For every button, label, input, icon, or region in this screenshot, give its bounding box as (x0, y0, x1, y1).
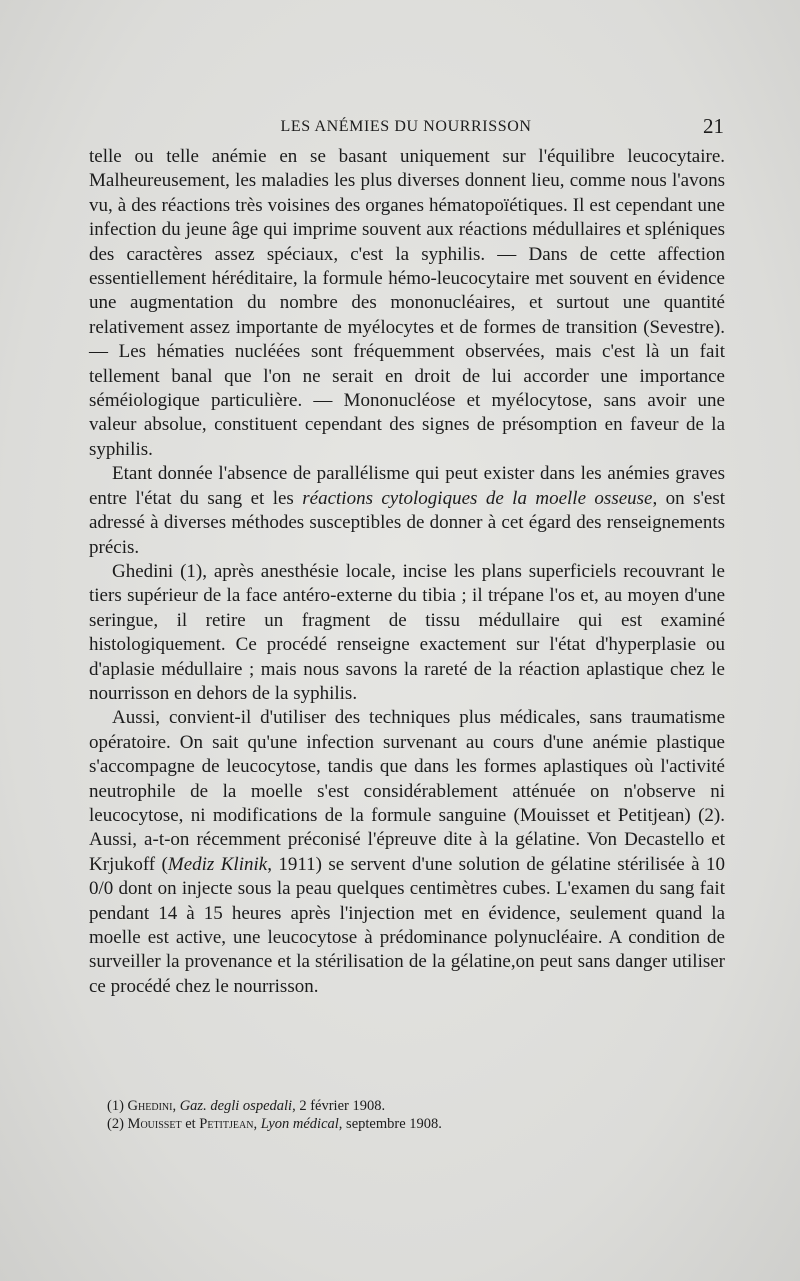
page-number: 21 (703, 114, 724, 138)
footnote-1-author: Ghedini (127, 1098, 173, 1114)
footnote-1 (107, 1097, 707, 1115)
footnote-2-source: Lyon médical (260, 1116, 339, 1132)
paragraph-3: Ghedini (1), après anesthésie locale, incise les plans superficiels recouvrant le tiers supérieur de la face antéro-externe du tibia ; il trépane l'os et, au moyen d'une seringue, il retire un fragment de tissu médullaire qui est examiné histologiquement. Ce procédé renseigne exactement sur l'état d'hyperplasie ou d'aplasie médullaire ; mais nous savons la rareté de la réaction aplastique chez le nourrisson en dehors de la syphilis. (89, 560, 725, 704)
paragraph-2 (89, 462, 725, 560)
footnote-2-separator: , (253, 1116, 261, 1132)
footnote-2-and: et (181, 1116, 200, 1132)
footnote-2-author-1: Mouisset (127, 1116, 182, 1132)
footnote-1-number: (1) (107, 1098, 128, 1114)
paragraph-2-italic: réactions cytologiques de la moelle osseuse (302, 487, 653, 509)
paragraph-4-text-a: Aussi, convient-il d'utiliser des techniques plus médicales, sans traumatisme opératoire. On sait qu'une infection survenant au cours d'une anémie plastique s'accompagne de leucocytose, tandis que dans les formes aplastiques où l'activité neutrophile de la moelle s'est considérablement atténuée on n'observe ni leucocytose, ni modifications de la formule sanguine (Mouisset et Petitjean) (2). Aussi, a-t-on récemment préconisé l'épreuve dite à la gélatine. Von Decastello et Krjukoff ( (89, 707, 725, 875)
paragraph-4-italic: Mediz Klinik (167, 853, 268, 875)
footnote-1-rest: , 2 février 1908. (292, 1098, 386, 1114)
main-text (89, 145, 725, 999)
footnotes (107, 1097, 707, 1133)
paragraph-4 (89, 706, 725, 999)
footnote-2 (107, 1115, 707, 1133)
paragraph-2-text-a: Etant donnée l'absence de parallélisme qui peut exister dans les anémies graves entre l'état du sang et les (89, 463, 725, 509)
footnote-2-number: (2) (107, 1116, 128, 1132)
footnote-2-author-2: Petitjean (199, 1116, 254, 1132)
footnote-2-rest: , septembre 1908. (338, 1116, 442, 1132)
paragraph-4-text-b: , 1911) se servent d'une solution de gélatine stérilisée à 10 0/0 dont on injecte sous la peau quelques centimètres cubes. L'examen du sang fait pendant 14 à 15 heures après l'injection met en évidence, seulement quand la moelle est active, une leucocytose à prédominance polynucléaire. A condition de surveiller la provenance et la stérilisation de la gélatine,on peut sans danger utiliser ce procédé chez le nourrisson. (89, 853, 725, 997)
running-title: LES ANÉMIES DU NOURRISSON (280, 118, 532, 135)
paragraph-2-text-b: , on s'est adressé à diverses méthodes susceptibles de donner à cet égard des renseignements précis. (89, 487, 725, 558)
paragraph-1: telle ou telle anémie en se basant uniquement sur l'équilibre leucocytaire. Malheureusement, les maladies les plus diverses donnent lieu, comme nous l'avons vu, à des réactions très voisines des organes hématopoïétiques. Il est cependant une infection du jeune âge qui imprime souvent aux réactions médullaires et spléniques des caractères assez spéciaux, c'est la syphilis. — Dans de cette affection essentiellement héréditaire, la formule hémo-leucocytaire met souvent en évidence une augmentation du nombre des mononucléaires, et surtout une quantité relativement assez importante de myélocytes et de formes de transition (Sevestre). — Les hématies nucléées sont fréquemment observées, mais c'est là un fait tellement banal que l'on ne serait en droit de lui accorder une importance séméiologique particulière. — Mononucléose et myélocytose, sans avoir une valeur absolue, constituent cependant des signes de présomption en faveur de la syphilis. (89, 146, 725, 460)
footnote-1-source: Gaz. degli ospedali (179, 1098, 293, 1114)
footnote-1-separator: , (172, 1098, 180, 1114)
running-head (88, 114, 724, 142)
